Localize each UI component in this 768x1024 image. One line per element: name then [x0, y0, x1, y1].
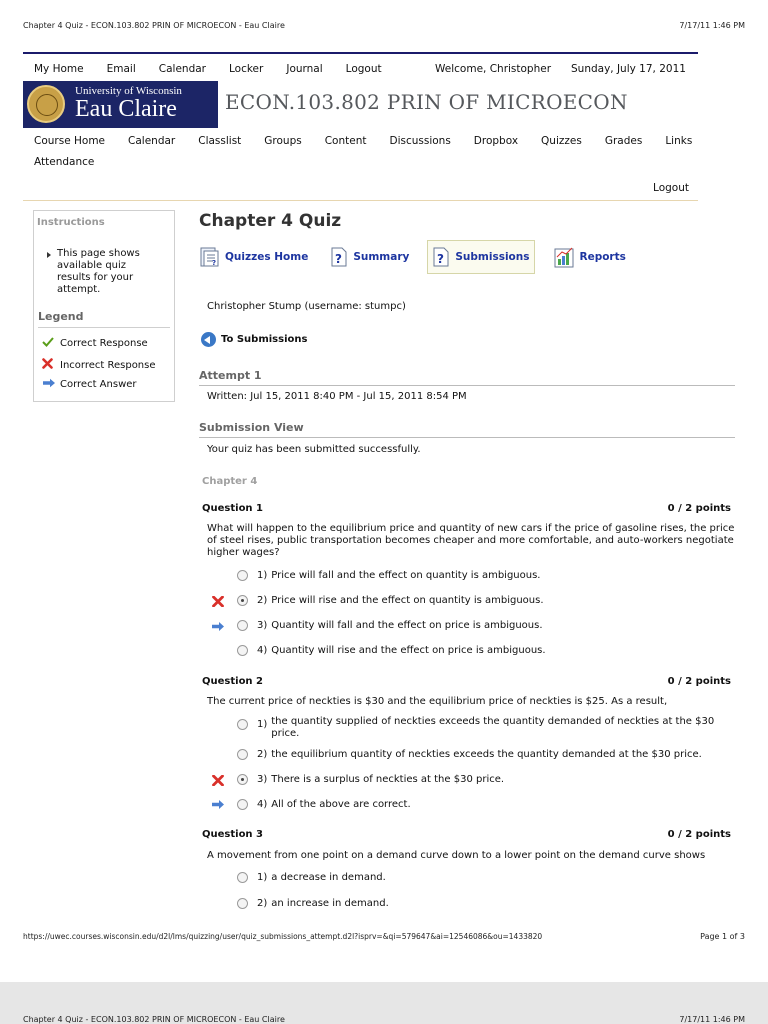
option-text: Price will rise and the effect on quantity is ambiguous. [271, 595, 544, 606]
section-label: Chapter 4 [202, 476, 258, 487]
q2-option-1 [237, 716, 737, 740]
radio-button[interactable] [237, 799, 248, 810]
bullet-icon [47, 252, 51, 258]
legend-label: Correct Answer [60, 379, 137, 390]
top-nav-locker[interactable]: Locker [228, 63, 264, 75]
option-number: 1) [257, 872, 268, 883]
question-3-points: 0 / 2 points [667, 829, 731, 840]
option-number: 1) [257, 719, 268, 730]
reports-icon [553, 245, 575, 269]
banner-eau-claire: Eau Claire [75, 96, 177, 122]
q1-option-2 [237, 595, 544, 606]
legend-title: Legend [38, 310, 84, 323]
tab-label: Quizzes Home [225, 251, 309, 263]
q3-option-2 [237, 898, 389, 909]
legend-correct-response [42, 337, 148, 350]
svg-text:?: ? [335, 252, 343, 266]
question-1-title: Question 1 [202, 503, 263, 514]
banner-university: University of Wisconsin [75, 85, 182, 97]
top-nav [34, 63, 405, 75]
incorrect-response-x-icon [211, 596, 225, 607]
option-number: 4) [257, 799, 268, 810]
sidebar-title: Instructions [37, 217, 105, 228]
option-number: 3) [257, 620, 268, 631]
q1-option-4 [237, 645, 546, 656]
option-number: 4) [257, 645, 268, 656]
sidebar-panel [33, 210, 175, 402]
submitted-message: Your quiz has been submitted successfully. [207, 444, 421, 455]
arrow-right-icon [42, 378, 60, 391]
print-footer-page: Page 1 of 3 [700, 932, 745, 941]
next-page-header-title: Chapter 4 Quiz - ECON.103.802 PRIN OF MICROECON - Eau Claire [23, 1015, 285, 1024]
top-nav-calendar[interactable]: Calendar [158, 63, 206, 75]
sidebar-instruction: This page shows available quiz results for your attempt. [57, 248, 140, 295]
option-text: a decrease in demand. [271, 872, 386, 883]
nav-grades[interactable]: Grades [604, 135, 643, 147]
radio-button[interactable] [237, 620, 248, 631]
option-text: the quantity supplied of neckties exceeds the quantity demanded of neckties at the $30 price. [271, 716, 715, 739]
radio-button[interactable] [237, 570, 248, 581]
radio-button[interactable] [237, 872, 248, 883]
back-arrow-icon [201, 332, 216, 347]
tab-label: Reports [579, 251, 626, 263]
nav-groups[interactable]: Groups [264, 135, 302, 147]
question-2-text: The current price of neckties is $30 and the equilibrium price of neckties is $25. As a result, [207, 696, 668, 707]
nav-links[interactable]: Links [665, 135, 693, 147]
submissions-icon [432, 246, 450, 268]
nav-dropbox[interactable]: Dropbox [473, 135, 519, 147]
university-seal-icon [27, 85, 65, 123]
print-header-datetime: 7/17/11 1:46 PM [679, 21, 745, 30]
nav-discussions[interactable]: Discussions [389, 135, 451, 147]
radio-button[interactable] [237, 749, 248, 760]
q2-option-3 [237, 774, 504, 785]
q3-option-1 [237, 872, 386, 883]
print-header-title: Chapter 4 Quiz - ECON.103.802 PRIN OF MICROECON - Eau Claire [23, 21, 285, 30]
tab-label: Summary [353, 251, 410, 263]
x-icon [42, 358, 60, 372]
tab-summary[interactable] [326, 240, 413, 274]
welcome-text: Welcome, Christopher [435, 63, 552, 75]
to-submissions-link[interactable] [201, 332, 307, 347]
option-text: All of the above are correct. [271, 799, 411, 810]
question-3-title: Question 3 [202, 829, 263, 840]
written-time: Written: Jul 15, 2011 8:40 PM - Jul 15, 2011 8:54 PM [207, 391, 467, 402]
q2-option-2 [237, 749, 702, 760]
quizzes-home-icon [200, 246, 220, 268]
q1-option-3 [237, 620, 543, 631]
nav-content[interactable]: Content [324, 135, 367, 147]
nav-course-home[interactable]: Course Home [34, 135, 106, 147]
page-title: Chapter 4 Quiz [199, 211, 342, 231]
q1-option-1 [237, 570, 540, 581]
student-name: Christopher Stump (username: stumpc) [207, 301, 406, 312]
question-2-title: Question 2 [202, 676, 263, 687]
attempt-heading: Attempt 1 [199, 369, 262, 382]
tab-reports[interactable] [549, 240, 630, 274]
correct-answer-arrow-icon [211, 799, 225, 810]
quiz-tabs [196, 240, 644, 274]
option-text: an increase in demand. [271, 898, 389, 909]
summary-icon [330, 246, 348, 268]
radio-button-selected[interactable] [237, 774, 248, 785]
header-divider [23, 200, 698, 201]
submission-view-heading: Submission View [199, 421, 304, 434]
svg-text:?: ? [212, 259, 217, 267]
to-submissions-label: To Submissions [221, 334, 308, 345]
legend-correct-answer [42, 378, 137, 391]
option-text: Quantity will fall and the effect on price is ambiguous. [271, 620, 543, 631]
nav-classlist[interactable]: Classlist [198, 135, 242, 147]
option-text: the equilibrium quantity of neckties exceeds the quantity demanded at the $30 price. [271, 749, 702, 760]
legend-label: Correct Response [60, 338, 148, 349]
submission-divider [199, 437, 735, 438]
svg-text:?: ? [437, 252, 445, 266]
option-number: 2) [257, 595, 268, 606]
top-nav-logout[interactable]: Logout [345, 63, 382, 75]
legend-incorrect-response [42, 358, 156, 372]
print-footer-url: https://uwec.courses.wisconsin.edu/d2l/lms/quizzing/user/quiz_submissions_attempt.d2l?isprv=&qi=579647&ai=12546086&ou=1433820 [23, 932, 543, 941]
option-number: 2) [257, 749, 268, 760]
radio-button[interactable] [237, 645, 248, 656]
top-nav-journal[interactable]: Journal [286, 63, 323, 75]
q2-option-4 [237, 799, 411, 810]
question-2-points: 0 / 2 points [667, 676, 731, 687]
option-text: There is a surplus of neckties at the $30 price. [271, 774, 505, 785]
correct-answer-arrow-icon [211, 621, 225, 632]
course-logout-link[interactable]: Logout [653, 182, 689, 194]
radio-button-selected[interactable] [237, 595, 248, 606]
tab-quizzes-home[interactable] [196, 240, 312, 274]
top-nav-email[interactable]: Email [106, 63, 136, 75]
check-icon [42, 337, 60, 350]
option-text: Price will fall and the effect on quantity is ambiguous. [271, 570, 541, 581]
legend-label: Incorrect Response [60, 359, 156, 371]
nav-calendar[interactable]: Calendar [128, 135, 176, 147]
question-3-text: A movement from one point on a demand curve down to a lower point on the demand curve shows [207, 850, 706, 861]
tab-submissions[interactable] [427, 240, 534, 274]
university-banner[interactable] [23, 81, 218, 128]
attempt-divider [199, 385, 735, 386]
option-number: 2) [257, 898, 268, 909]
next-page-header-datetime: 7/17/11 1:46 PM [679, 1015, 745, 1024]
current-date: Sunday, July 17, 2011 [571, 63, 686, 75]
top-nav-my-home[interactable]: My Home [34, 63, 84, 75]
nav-attendance[interactable]: Attendance [34, 156, 95, 168]
nav-quizzes[interactable]: Quizzes [541, 135, 582, 147]
incorrect-response-x-icon [211, 775, 225, 786]
tab-label: Submissions [455, 251, 530, 263]
course-title: ECON.103.802 PRIN OF MICROECON [225, 90, 628, 114]
header-rule [23, 52, 698, 54]
question-1-points: 0 / 2 points [667, 503, 731, 514]
option-text: Quantity will rise and the effect on price is ambiguous. [271, 645, 546, 656]
course-nav [34, 135, 715, 147]
radio-button[interactable] [237, 898, 248, 909]
option-number: 1) [257, 570, 268, 581]
legend-divider [38, 327, 170, 328]
question-1-text: What will happen to the equilibrium price and quantity of new cars if the price of gasoline rises, the price of steel rises, public transportation becomes cheaper and more comfortable, and auto-workers negotiate higher wages? [207, 523, 735, 558]
radio-button[interactable] [237, 719, 248, 730]
option-number: 3) [257, 774, 268, 785]
